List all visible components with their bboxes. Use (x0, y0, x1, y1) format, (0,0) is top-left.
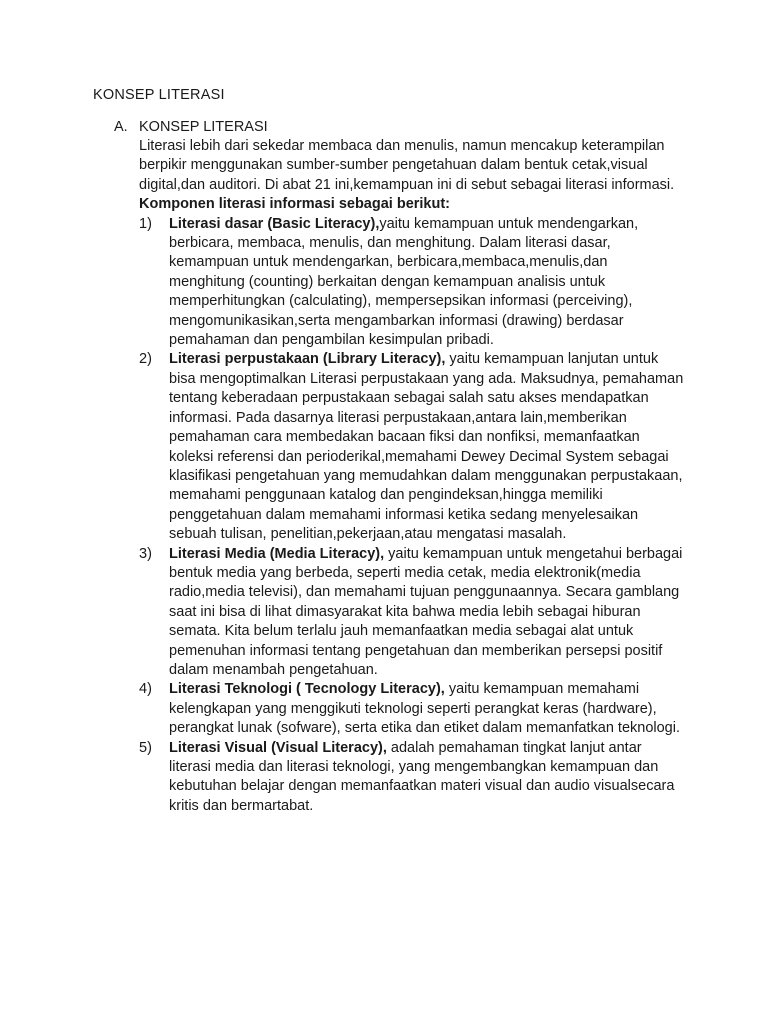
section-body (139, 137, 684, 816)
list-item-number: 5) (139, 739, 152, 756)
list-item (139, 680, 684, 738)
list-item-term: Literasi Teknologi ( Tecnology Literacy), (169, 681, 445, 698)
list-item-description: yaitu kemampuan lanjutan untuk bisa mengoptimalkan Literasi perpustakaan yang ada. Maksudnya, pemahaman tentang keberadaan perpustakaan sebagai salah satu akses mendapatkan informasi. Pada dasarnya literasi perpustakaan,antara lain,memberikan pemahaman cara membedakan bacaan fiksi dan nonfiksi, memanfaatkan koleksi referensi dan perioderikal,memahami Dewey Decimal System sebagai klasifikasi pengetahuan yang memudahkan dalam menggunakan perpustakaan, memahami penggunaan katalog dan pengindeksan,hingga memiliki penggetahuan dalam memahami informasi ketika sedang menyelesaikan sebuah tulisan, penelitian,pekerjaan,atau mengatasi masalah. (169, 351, 684, 543)
list-item-text (169, 350, 684, 544)
list-item-description: yaitu kemampuan untuk mendengarkan, berbicara, membaca, menulis, dan menghitung. Dalam literasi dasar, kemampuan untuk mendengarkan, berbicara,membaca,menulis,dan menghitung (counting) berkaitan dengan kemampuan analisis untuk memperhitungkan (calculating), mempersepsikan informasi (perceiving), mengomunikasikan,serta mengambarkan informasi (drawing) berdasar pemahaman dan pengambilan kesimpulan pribadi. (169, 215, 639, 349)
list-item-text (169, 739, 684, 817)
list-item-term: Literasi Media (Media Literacy), (169, 545, 385, 562)
list-item (139, 739, 684, 817)
list-item (139, 215, 684, 351)
intro-paragraph: Literasi lebih dari sekedar membaca dan menulis, namun mencakup keterampilan berpikir menggunakan sumber-sumber pengetahuan dalam bentuk cetak,visual digital,dan auditori. Di abat 21 ini,kemampuan ini di sebut sebagai literasi informasi. (139, 138, 675, 193)
list-item-description: yaitu kemampuan memahami kelengkapan yang menggikuti teknologi seperti perangkat keras (hardware), perangkat lunak (sofware), serta etika dan etiket dalam memanfatkan teknologi. (169, 681, 680, 737)
section-a (114, 118, 684, 816)
list-item-number: 2) (139, 351, 152, 368)
section-heading-text: KONSEP LITERASI (139, 119, 268, 135)
section-heading (114, 118, 684, 137)
list-item-text (169, 215, 684, 351)
list-item (139, 350, 684, 544)
components-list (139, 215, 684, 817)
components-heading: Komponen literasi informasi sebagai berikut: (139, 196, 451, 213)
document-title: KONSEP LITERASI (93, 87, 225, 103)
list-item-term: Literasi Visual (Visual Literacy), (169, 739, 387, 756)
list-item-number: 4) (139, 681, 152, 698)
list-item-number: 3) (139, 545, 152, 562)
list-item-term: Literasi perpustakaan (Library Literacy), (169, 351, 446, 368)
list-item-description: yaitu kemampuan untuk mengetahui berbagai bentuk media yang berbeda, seperti media cetak, media elektronik(media radio,media televisi), dan memahami tujuan penggunaannya. Secara gamblang saat ini bisa di lihat dimasyarakat kita bahwa media lebih sebagai hiburan semata. Kita belum terlalu jauh memanfaatkan media sebagai alat untuk pemenuhan informasi tentang pengetahuan dan memberikan persepsi positif dalam menambah pengetahuan. (169, 545, 683, 678)
section-marker: A. (114, 119, 128, 135)
list-item-description: adalah pemahaman tingkat lanjut antar literasi media dan literasi teknologi, yang mengembangkan kemampuan dan kebutuhan belajar dengan memanfaatkan materi visual dan audio visualsecara kritis dan bermartabat. (169, 739, 675, 814)
list-item-text (169, 680, 684, 738)
list-item-text (169, 545, 684, 681)
list-item (139, 545, 684, 681)
list-item-number: 1) (139, 215, 152, 232)
list-item-term: Literasi dasar (Basic Literacy), (169, 215, 380, 232)
